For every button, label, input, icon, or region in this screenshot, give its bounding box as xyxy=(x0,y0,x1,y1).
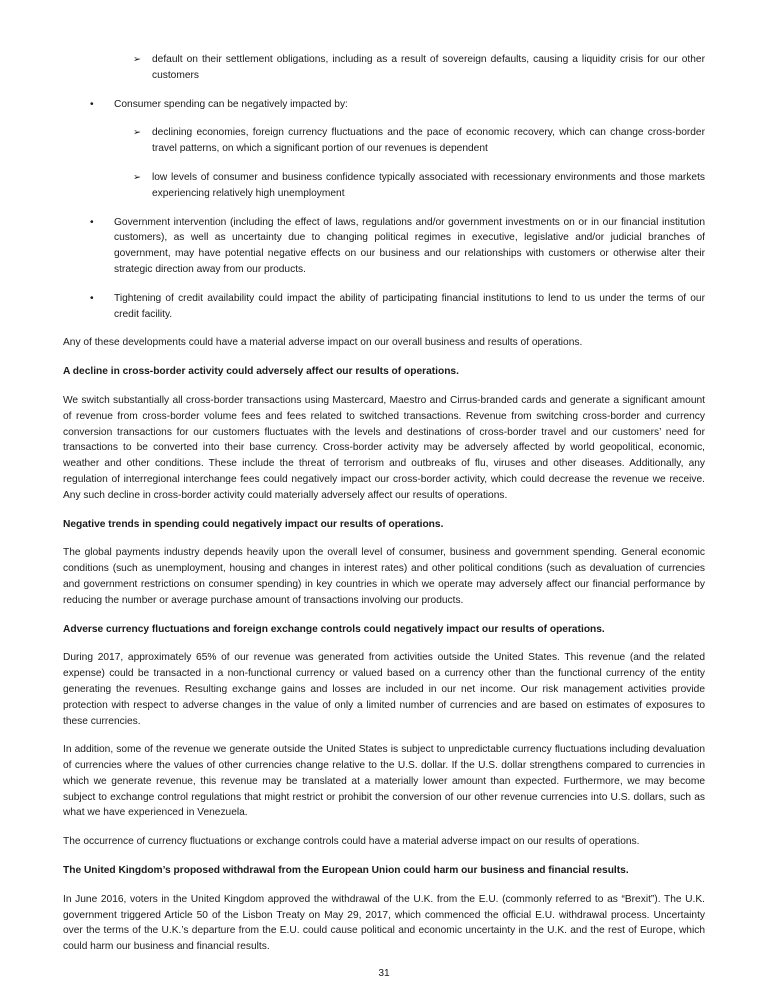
text: During 2017, approximately 65% of our revenue was generated from activities outside the United States. This revenue (and the related expense) could be transacted in a non-functional currency or valued based on a currency other than the functional currency of the entity generating the revenues. Resulting exchange gains and losses are included in our net income. Our risk management activities provide protection with respect to adverse changes in the value of only a limited number of currencies and are based on estimates of exposures to these currencies. xyxy=(63,652,705,727)
paragraph xyxy=(63,393,705,504)
text: Tightening of credit availability could impact the ability of participating financial institutions to lend to us under the terms of our credit facility. xyxy=(114,292,705,320)
document-body xyxy=(63,52,705,955)
sub-bullet-item xyxy=(63,52,705,84)
bullet-item xyxy=(63,291,705,323)
paragraph xyxy=(63,545,705,608)
text: Government intervention (including the effect of laws, regulations and/or government investments on or in our financial institution customers), as well as uncertainty due to changing political regimes in executive, legislative and/or judicial branches of government, may have potential negative effects on our business and our relationships with customers or otherwise alter their strategic direction away from our products. xyxy=(114,216,705,275)
paragraph xyxy=(63,335,705,351)
text: Any of these developments could have a material adverse impact on our overall business and results of operations. xyxy=(63,337,583,349)
text: A decline in cross-border activity could adversely affect our results of operations. xyxy=(63,366,459,378)
arrow-bullet-icon: ➢ xyxy=(133,54,141,65)
paragraph xyxy=(63,834,705,850)
text: The global payments industry depends heavily upon the overall level of consumer, business and government spending. General economic conditions (such as unemployment, housing and changes in interest rates) and other political conditions (such as devaluation of currencies and government restrictions on consumer spending) in key countries in which we operate may adversely affect our financial performance by reducing the number or average purchase amount of transactions involving our products. xyxy=(63,547,705,606)
bullet-dot-icon: • xyxy=(90,216,94,228)
sub-bullet-item xyxy=(63,170,705,202)
text: default on their settlement obligations, including as a result of sovereign defaults, causing a liquidity crisis for our other customers xyxy=(152,54,705,81)
text: In June 2016, voters in the United Kingdom approved the withdrawal of the U.K. from the E.U. (commonly referred to as “Brexit”). The U.K. government triggered Article 50 of the Lisbon Treaty on May 29, 2017, which commenced the official E.U. withdrawal process. Uncertainty over the terms of the U.K.’s departure from the E.U. could cause political and economic uncertainty in the U.K. and the rest of Europe, which could harm our business and financial results. xyxy=(63,893,705,953)
section-heading xyxy=(63,517,705,533)
paragraph xyxy=(63,742,705,821)
arrow-bullet-icon: ➢ xyxy=(133,171,141,183)
text: declining economies, foreign currency fluctuations and the pace of economic recovery, which can change cross-border travel patterns, on which a significant portion of our revenues is dependent xyxy=(152,127,705,155)
section-heading xyxy=(63,622,705,638)
text: The United Kingdom’s proposed withdrawal from the European Union could harm our business and financial results. xyxy=(63,865,629,877)
bullet-dot-icon: • xyxy=(90,292,94,304)
sub-bullet-item xyxy=(63,125,705,157)
text: We switch substantially all cross-border transactions using Mastercard, Maestro and Cirrus-branded cards and generate a significant amount of revenue from cross-border volume fees and fees related to switched transactions. Revenue from switching cross-border and currency conversion transactions for our customers fluctuates with the levels and destinations of cross-border travel and our customers’ need for transactions to be converted into their base currency. Cross-border activity may be adversely affected by world geopolitical, economic, weather and other conditions. These include the threat of terrorism and outbreaks of flu, viruses and other diseases. Additionally, any regulation of interregional interchange fees could negatively impact our cross-border activity, which could decrease the revenue we receive. Any such decline in cross-border activity could materially adversely affect our results of operations. xyxy=(63,394,705,501)
text: Adverse currency fluctuations and foreign exchange controls could negatively impact our results of operations. xyxy=(63,623,605,635)
bullet-item xyxy=(63,215,705,278)
page-number: 31 xyxy=(378,968,390,979)
text: In addition, some of the revenue we generate outside the United States is subject to unpredictable currency fluctuations including devaluation of currencies where the values of other currencies change relative to the U.S. dollar. If the U.S. dollar strengthens compared to currencies in which we generate revenue, this revenue may be translated at a materially lower amount than expected. Furthermore, we may become subject to exchange control regulations that might restrict or prohibit the conversion of our other revenue currencies into U.S. dollars, such as what we have experienced in Venezuela. xyxy=(63,744,705,819)
section-heading xyxy=(63,863,705,879)
text: Consumer spending can be negatively impacted by: xyxy=(114,98,348,110)
text: Negative trends in spending could negatively impact our results of operations. xyxy=(63,518,444,530)
bullet-dot-icon: • xyxy=(90,98,94,110)
text: The occurrence of currency fluctuations or exchange controls could have a material adverse impact on our results of operations. xyxy=(63,836,640,848)
arrow-bullet-icon: ➢ xyxy=(133,127,141,139)
paragraph xyxy=(63,892,705,955)
paragraph xyxy=(63,650,705,729)
bullet-item xyxy=(63,97,705,113)
section-heading xyxy=(63,364,705,380)
text: low levels of consumer and business confidence typically associated with recessionary environments and those markets experiencing relatively high unemployment xyxy=(152,171,705,199)
